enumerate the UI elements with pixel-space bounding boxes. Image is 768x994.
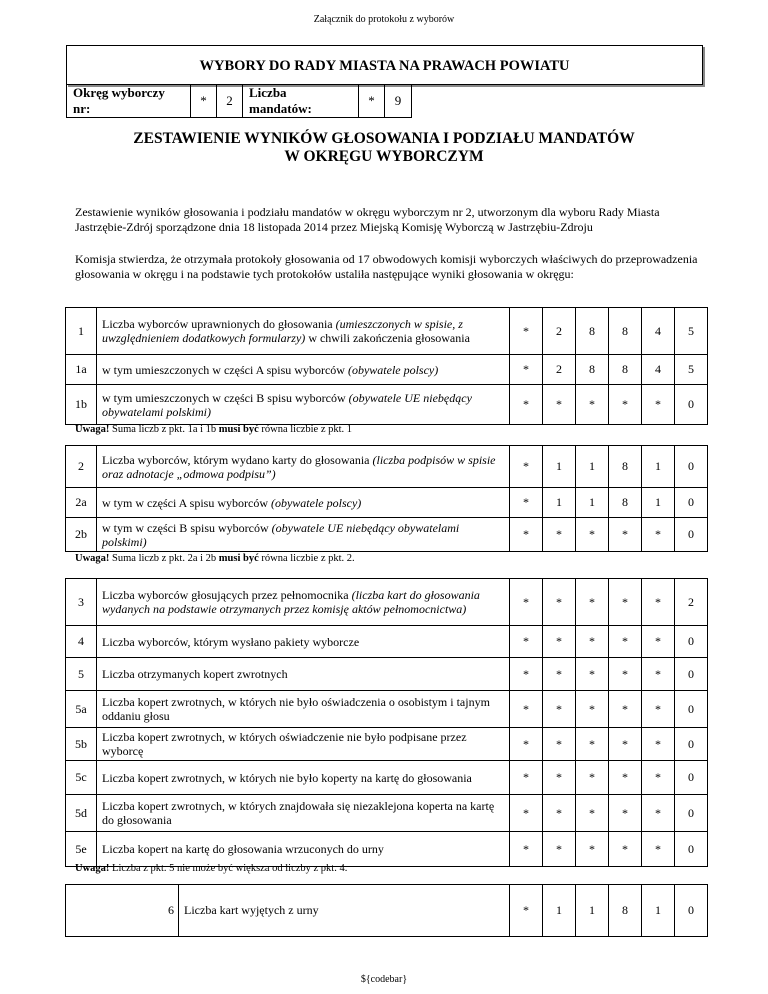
- row-digit: *: [576, 832, 609, 867]
- row-description: Liczba kart wyjętych z urny: [179, 885, 510, 937]
- row-text: Liczba wyborców głosujących przez pełnomocnika: [102, 588, 352, 602]
- warning-text: równa liczbie z pkt. 1: [258, 424, 353, 435]
- table-row: [66, 488, 708, 518]
- row-description: [97, 355, 510, 385]
- row-description: [97, 728, 510, 761]
- table-row: [66, 626, 708, 658]
- row-digit: *: [609, 385, 642, 425]
- row-digit: *: [543, 795, 576, 832]
- row-digit: *: [510, 795, 543, 832]
- row-digit: *: [642, 691, 675, 728]
- row-digit: 8: [576, 308, 609, 355]
- row-digit: *: [510, 355, 543, 385]
- row-digit: 1: [576, 446, 609, 488]
- row-digit: 8: [576, 355, 609, 385]
- warning-text: Suma liczb z pkt. 1a i 1b: [109, 424, 219, 435]
- row-digit: 2: [543, 355, 576, 385]
- row-digit: 1: [576, 885, 609, 937]
- row-digit: *: [576, 658, 609, 691]
- row-digit: *: [642, 832, 675, 867]
- row-number: 5: [66, 658, 97, 691]
- row-digit: *: [609, 691, 642, 728]
- warning-bold: musi być: [218, 424, 259, 435]
- row-number: 1b: [66, 385, 97, 425]
- table-row: [66, 761, 708, 795]
- row-digit: 4: [642, 355, 675, 385]
- row-digit: 0: [675, 385, 708, 425]
- main-title-line-1: ZESTAWIENIE WYNIKÓW GŁOSOWANIA I PODZIAŁU MANDATÓW: [133, 130, 635, 147]
- row-text: w tym w części B spisu wyborców: [102, 520, 272, 535]
- row-text-italic: (liczba kart do głosowania wydanych na podstawie otrzymanych przez komisję aktów pełnomocnictwa): [102, 588, 480, 616]
- row-digit: *: [510, 691, 543, 728]
- row-text: Liczba kopert zwrotnych, w których nie było oświadczenia o osobistym i tajnym oddaniu głosu: [102, 695, 490, 723]
- row-text: Liczba kopert zwrotnych, w których nie było koperty na kartę do głosowania: [102, 770, 472, 785]
- row-digit: *: [510, 579, 543, 626]
- row-digit: *: [543, 518, 576, 552]
- row-description: [97, 579, 510, 626]
- row-number: 1: [66, 308, 97, 355]
- district-label: Okręg wyborczy nr:: [67, 84, 191, 117]
- row-number: 6: [66, 885, 179, 937]
- row-digit: *: [609, 728, 642, 761]
- row-digit: 0: [675, 885, 708, 937]
- row-text: Liczba wyborców, którym wydano karty do głosowania: [102, 452, 373, 467]
- row-digit: *: [609, 761, 642, 795]
- row-text: w tym umieszczonych w części A spisu wyborców: [102, 362, 348, 377]
- row-digit: *: [642, 385, 675, 425]
- row-description: [97, 385, 510, 425]
- row-digit: *: [510, 488, 543, 518]
- row-digit: 1: [543, 885, 576, 937]
- warning-bold: Uwaga!: [75, 863, 110, 874]
- row-digit: *: [510, 728, 543, 761]
- row-digit: *: [609, 795, 642, 832]
- row-text-italic: (obywatele polscy): [347, 362, 439, 377]
- row-digit: 0: [675, 691, 708, 728]
- row-digit: *: [543, 832, 576, 867]
- row-digit: *: [576, 691, 609, 728]
- results-table-row-6: [65, 884, 708, 937]
- row-digit: 4: [642, 308, 675, 355]
- table-row: [66, 385, 708, 425]
- table-row: [66, 658, 708, 691]
- row-number: 4: [66, 626, 97, 658]
- row-digit: *: [543, 626, 576, 658]
- row-description: [97, 761, 510, 795]
- row-number: 3: [66, 579, 97, 626]
- warning-bold: Uwaga!: [75, 424, 110, 435]
- row-text: Liczba kopert na kartę do głosowania wrzuconych do urny: [102, 842, 384, 856]
- row-text: Liczba otrzymanych kopert zwrotnych: [102, 667, 288, 681]
- row-digit: *: [642, 518, 675, 552]
- warning-bold: musi być: [218, 553, 259, 564]
- row-digit: *: [576, 518, 609, 552]
- row-digit: 8: [609, 885, 642, 937]
- intro-paragraph-2: Komisja stwierdza, że otrzymała protokoły głosowania od 17 obwodowych komisji wyborczych właściwych do przeprowadzenia głosowania w okręgu i na podstawie tych protokołów ustaliła następujące wyniki głosowania w okręgu:: [75, 252, 698, 281]
- results-table-group-2: [65, 445, 708, 552]
- row-digit: *: [510, 308, 543, 355]
- row-digit: *: [642, 626, 675, 658]
- district-row: [66, 84, 412, 118]
- row-text: Liczba wyborców, którym wysłano pakiety wyborcze: [102, 634, 360, 649]
- row-digit: *: [642, 728, 675, 761]
- row-text-italic: (obywatele UE niebędący obywatelami polskimi): [102, 520, 460, 549]
- row-digit: *: [576, 795, 609, 832]
- main-title-line-2: W OKRĘGU WYBORCZYM: [284, 148, 484, 165]
- intro-paragraph-1: Zestawienie wyników głosowania i podziału mandatów w okręgu wyborczym nr 2, utworzonym dla wyboru Rady Miasta Jastrzębie-Zdrój sporządzone dnia 18 listopada 2014 przez Miejską Komisję Wyborczą w Jastrzębiu-Zdroju: [75, 205, 660, 234]
- row-number: 5e: [66, 832, 97, 867]
- warning-text: Liczba z pkt. 5 nie może być większa od liczby z pkt. 4.: [109, 863, 348, 874]
- row-digit: *: [642, 579, 675, 626]
- row-digit: 8: [609, 308, 642, 355]
- row-description: [97, 518, 510, 552]
- district-digit: 2: [217, 84, 243, 117]
- row-digit: *: [576, 728, 609, 761]
- row-number: 5d: [66, 795, 97, 832]
- row-number: 2b: [66, 518, 97, 552]
- row-description: [97, 626, 510, 658]
- row-digit: 1: [642, 446, 675, 488]
- row-digit: 0: [675, 488, 708, 518]
- table-row: [66, 308, 708, 355]
- row-digit: 1: [642, 885, 675, 937]
- row-digit: *: [609, 832, 642, 867]
- row-number: 2a: [66, 488, 97, 518]
- row-digit: *: [510, 885, 543, 937]
- row-digit: *: [510, 518, 543, 552]
- row-digit: 2: [675, 579, 708, 626]
- row-number: 5c: [66, 761, 97, 795]
- row-digit: 1: [576, 488, 609, 518]
- table-row: [66, 728, 708, 761]
- election-title: WYBORY DO RADY MIASTA NA PRAWACH POWIATU: [199, 58, 570, 74]
- row-digit: 1: [642, 488, 675, 518]
- row-text: w tym w części A spisu wyborców: [102, 495, 271, 510]
- row-digit: *: [609, 626, 642, 658]
- table-row: [66, 355, 708, 385]
- row-digit: *: [510, 832, 543, 867]
- row-text: w tym umieszczonych w części B spisu wyborców: [102, 390, 349, 405]
- row-description: [97, 832, 510, 867]
- row-digit: *: [543, 658, 576, 691]
- mandates-digit: *: [359, 84, 385, 117]
- row-text: Liczba kopert zwrotnych, w których oświadczenie nie było podpisane przez wyborcę: [102, 730, 467, 758]
- results-table-group-3: [65, 578, 708, 867]
- row-number: 5b: [66, 728, 97, 761]
- row-digit: *: [543, 761, 576, 795]
- main-title: [0, 130, 768, 166]
- row-digit: 1: [543, 488, 576, 518]
- row-digit: *: [543, 728, 576, 761]
- mandates-label: Liczba mandatów:: [243, 84, 359, 117]
- results-table-group-1: [65, 307, 708, 425]
- row-digit: *: [576, 385, 609, 425]
- row-digit: 1: [543, 446, 576, 488]
- row-digit: *: [576, 579, 609, 626]
- row-number: 1a: [66, 355, 97, 385]
- row-digit: 8: [609, 446, 642, 488]
- row-text: Liczba kopert zwrotnych, w których znajdowała się niezaklejona koperta na kartę do głosowania: [102, 799, 495, 827]
- row-digit: *: [510, 658, 543, 691]
- table-row: [66, 795, 708, 832]
- warning-bold: Uwaga!: [75, 553, 110, 564]
- row-description: [97, 658, 510, 691]
- row-description: [97, 795, 510, 832]
- warning-text: równa liczbie z pkt. 2.: [258, 553, 355, 564]
- row-description: [97, 308, 510, 355]
- row-digit: *: [609, 658, 642, 691]
- row-text-italic: (obywatele UE niebędący obywatelami polskimi): [102, 390, 472, 419]
- row-description: [97, 446, 510, 488]
- row-digit: *: [642, 795, 675, 832]
- row-digit: 0: [675, 761, 708, 795]
- row-digit: 5: [675, 355, 708, 385]
- table-row: [66, 691, 708, 728]
- warning-1: [75, 424, 352, 435]
- row-digit: *: [510, 761, 543, 795]
- row-description: [97, 691, 510, 728]
- row-digit: 0: [675, 832, 708, 867]
- row-digit: *: [576, 761, 609, 795]
- header-note: Załącznik do protokołu z wyborów: [313, 14, 455, 25]
- row-digit: *: [576, 626, 609, 658]
- table-row: [66, 579, 708, 626]
- row-digit: 0: [675, 446, 708, 488]
- table-row: [66, 832, 708, 867]
- mandates-digit: 9: [394, 92, 402, 108]
- row-digit: *: [510, 446, 543, 488]
- table-row: [66, 885, 708, 937]
- row-digit: 2: [543, 308, 576, 355]
- row-digit: 0: [675, 728, 708, 761]
- row-text: w chwili zakończenia głosowania: [305, 331, 470, 345]
- warning-2: [75, 553, 355, 564]
- row-digit: *: [642, 658, 675, 691]
- row-number: 5a: [66, 691, 97, 728]
- row-digit: *: [510, 626, 543, 658]
- row-digit: 0: [675, 518, 708, 552]
- election-title-box: [66, 45, 703, 85]
- row-text-italic: (liczba podpisów w spisie oraz adnotacje „odmowa podpisu”): [102, 452, 496, 481]
- district-digit: *: [191, 84, 217, 117]
- row-digit: *: [642, 761, 675, 795]
- row-text-italic: (obywatele polscy): [270, 495, 362, 510]
- table-row: [66, 518, 708, 552]
- row-digit: 5: [675, 308, 708, 355]
- row-digit: *: [543, 579, 576, 626]
- row-digit: *: [510, 385, 543, 425]
- row-digit: *: [543, 691, 576, 728]
- row-digit: 8: [609, 488, 642, 518]
- footer-codebar: ${codebar}: [360, 974, 408, 985]
- row-text-italic: (umieszczonych w spisie, z uwzględnieniem dodatkowych formularzy): [102, 317, 463, 345]
- row-text: Liczba wyborców uprawnionych do głosowania: [102, 317, 336, 331]
- row-digit: 0: [675, 658, 708, 691]
- row-digit: *: [609, 518, 642, 552]
- row-digit: *: [543, 385, 576, 425]
- table-row: [66, 446, 708, 488]
- row-number: 2: [66, 446, 97, 488]
- row-digit: *: [609, 579, 642, 626]
- warning-3: [75, 863, 347, 874]
- row-digit: 0: [675, 795, 708, 832]
- row-description: [97, 488, 510, 518]
- row-digit: 8: [609, 355, 642, 385]
- warning-text: Suma liczb z pkt. 2a i 2b: [109, 553, 219, 564]
- row-digit: 0: [675, 626, 708, 658]
